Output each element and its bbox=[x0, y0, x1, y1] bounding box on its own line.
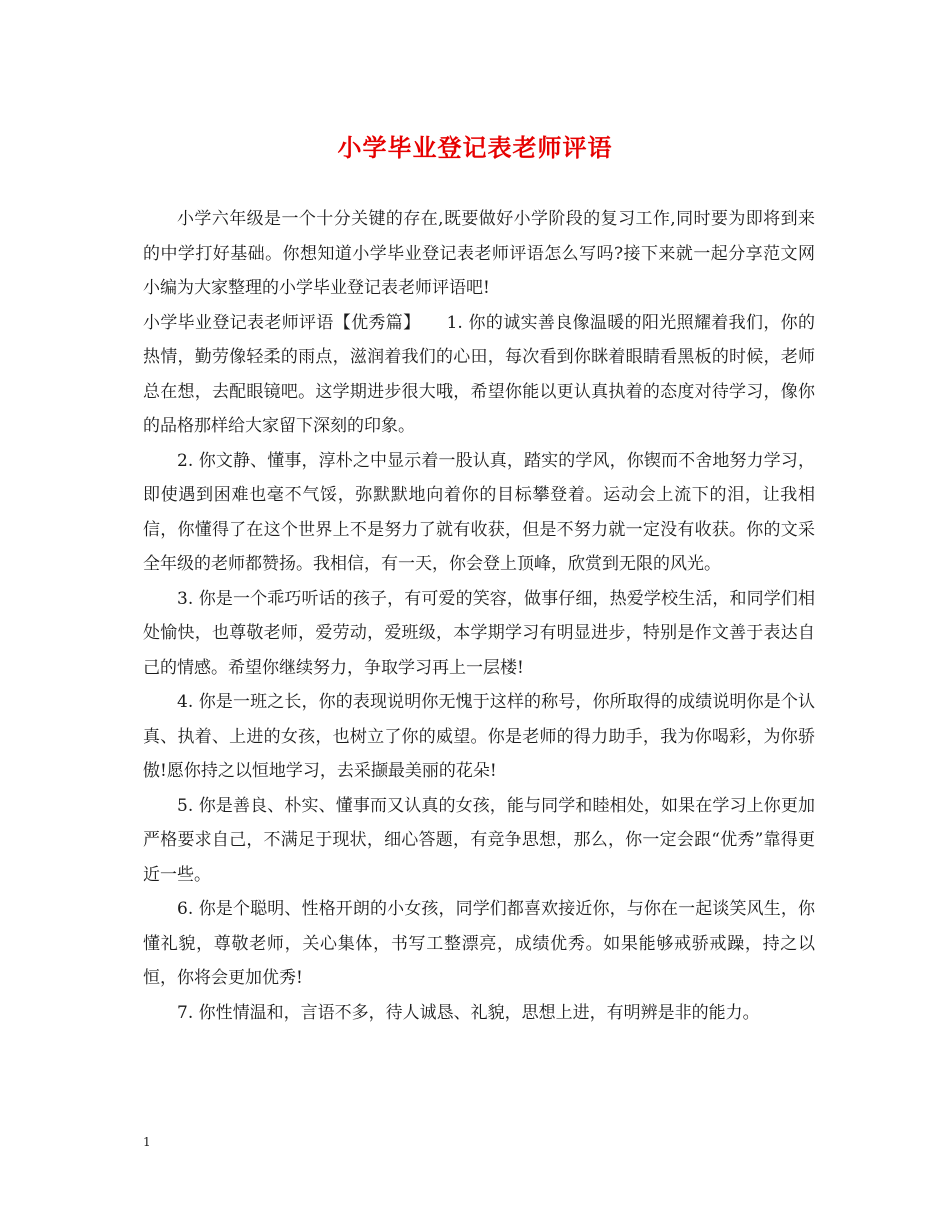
document-title: 小学毕业登记表老师评语 bbox=[337, 133, 613, 162]
comment-paragraph-3: 3. 你是一个乖巧听话的孩子，有可爱的笑容，做事仔细，热爱学校生活，和同学们相处愉快，也尊敬老师，爱劳动，爱班级，本学期学习有明显进步，特别是作文善于表达自己的情感。希望你继续努力，争取学习再上一层楼! bbox=[143, 588, 815, 678]
comment-paragraph-7: 7. 你性情温和，言语不多，待人诚恳、礼貌，思想上进，有明辨是非的能力。 bbox=[177, 1002, 760, 1023]
intro-paragraph: 小学六年级是一个十分关键的存在,既要做好小学阶段的复习工作,同时要为即将到来的中学打好基础。你想知道小学毕业登记表老师评语怎么写吗?接下来就一起分享范文网小编为大家整理的小学毕业登记表老师评语吧! bbox=[143, 209, 815, 298]
comment-paragraph-2: 2. 你文静、懂事，淳朴之中显示着一股认真，踏实的学风，你锲而不舍地努力学习，即使遇到困难也毫不气馁，弥默默地向着你的目标攀登着。运动会上流下的泪，让我相信，你懂得了在这个世界上不是努力了就有收获，但是不努力就一定没有收获。你的文采全年级的老师都赞扬。我相信，有一天，你会登上顶峰，欣赏到无限的风光。 bbox=[143, 450, 815, 574]
page-number: 1 bbox=[143, 1135, 151, 1149]
document-body bbox=[143, 202, 815, 1030]
comment-paragraph-5: 5. 你是善良、朴实、懂事而又认真的女孩，能与同学和睦相处，如果在学习上你更加严格要求自己，不满足于现状，细心答题，有竞争思想，那么，你一定会跟“优秀”靠得更近一些。 bbox=[143, 795, 815, 885]
comment-paragraph-4: 4. 你是一班之长，你的表现说明你无愧于这样的称号，你所取得的成绩说明你是个认真、执着、上进的女孩，也树立了你的威望。你是老师的得力助手，我为你喝彩，为你骄傲!愿你持之以恒地学习，去采撷最美丽的花朵! bbox=[143, 692, 815, 781]
section-paragraph-1: 小学毕业登记表老师评语【优秀篇】 1. 你的诚实善良像温暖的阳光照耀着我们，你的热情，勤劳像轻柔的雨点，滋润着我们的心田，每次看到你眯着眼睛看黑板的时候，老师总在想，去配眼镜吧。这学期进步很大哦，希望你能以更认真执着的态度对待学习，像你的品格那样给大家留下深刻的印象。 bbox=[143, 312, 815, 436]
comment-paragraph-6: 6. 你是个聪明、性格开朗的小女孩，同学们都喜欢接近你，与你在一起谈笑风生，你懂礼貌，尊敬老师，关心集体，书写工整漂亮，成绩优秀。如果能够戒骄戒躁，持之以恒，你将会更加优秀! bbox=[143, 899, 815, 988]
